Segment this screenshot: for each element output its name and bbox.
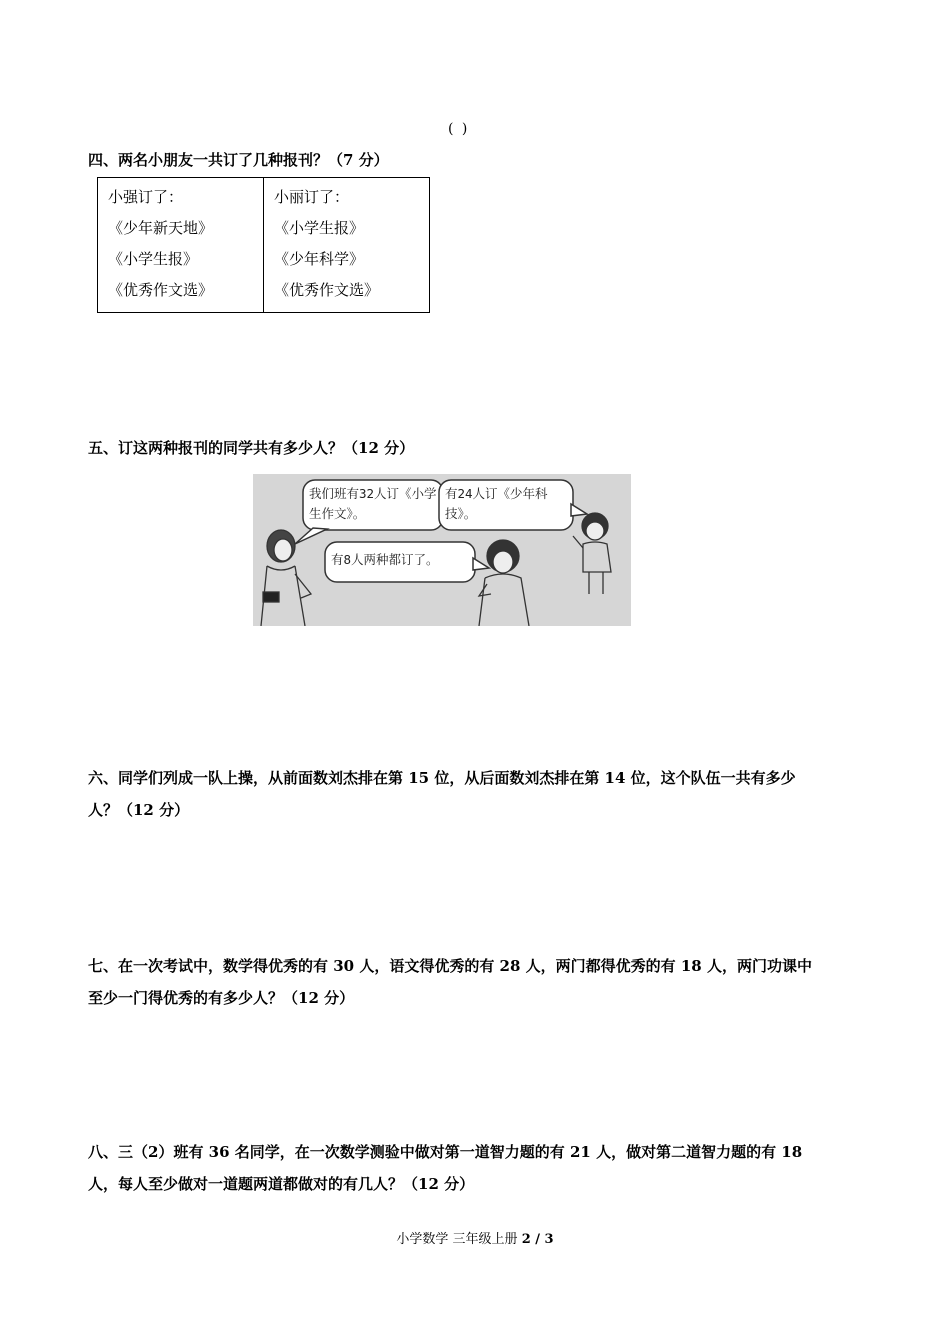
question-6-line-2: 人？（12 分） [88,801,190,819]
question-8-line-1: 八、三（2）班有 36 名同学，在一次数学测验中做对第一道智力题的有 21 人，做对第二道智力题的有 18 [88,1143,803,1161]
question-8-line-2: 人，每人至少做对一道题两道都做对的有几人？（12 分） [88,1175,475,1193]
boy-figure [573,513,611,594]
xiaoqiang-item: 《小学生报》 [108,250,199,268]
footer-label: 小学数学 三年级上册 [396,1232,522,1247]
classroom-illustration [253,474,631,626]
question-7-line-1: 七、在一次考试中，数学得优秀的有 30 人，语文得优秀的有 28 人，两门都得优秀的有 18 人，两门功课中 [88,957,812,975]
page-number: 2 / 3 [521,1232,554,1247]
question-5-title: 五、订这两种报刊的同学共有多少人？（12 分） [88,439,415,457]
xiaoqiang-item: 《优秀作文选》 [108,281,214,299]
subscription-table [97,177,430,313]
xiaoli-item: 《小学生报》 [274,219,365,237]
question-4-title: 四、两名小朋友一共订了几种报刊？（7 分） [88,151,389,169]
bubble-3-text: 有8人两种都订了。 [331,552,439,567]
xiaoqiang-item: 《少年新天地》 [108,219,214,237]
question-6-line-1: 六、同学们列成一队上操，从前面数刘杰排在第 15 位，从后面数刘杰排在第 14 位，这个队伍一共有多少 [88,769,796,787]
question-7-line-2: 至少一门得优秀的有多少人？（12 分） [88,989,355,1007]
illustration-svg [253,474,631,626]
xiaoqiang-column [98,178,264,313]
question-6 [88,762,868,826]
answer-parentheses: ( ) [448,121,470,137]
page-footer [0,1228,950,1247]
xiaoli-column [264,178,430,313]
teacher-figure [261,530,311,626]
question-8 [88,1136,868,1200]
question-7 [88,950,868,1014]
bubble-2-text: 有24人订《少年科技》。 [445,486,548,521]
xiaoli-header: 小丽订了： [274,188,350,206]
xiaoqiang-header: 小强订了： [108,188,184,206]
xiaoli-item: 《少年科学》 [274,250,365,268]
bubble-1-text: 我们班有32人订《小学生作文》。 [309,486,437,521]
girl-figure [479,540,529,626]
xiaoli-item: 《优秀作文选》 [274,281,380,299]
